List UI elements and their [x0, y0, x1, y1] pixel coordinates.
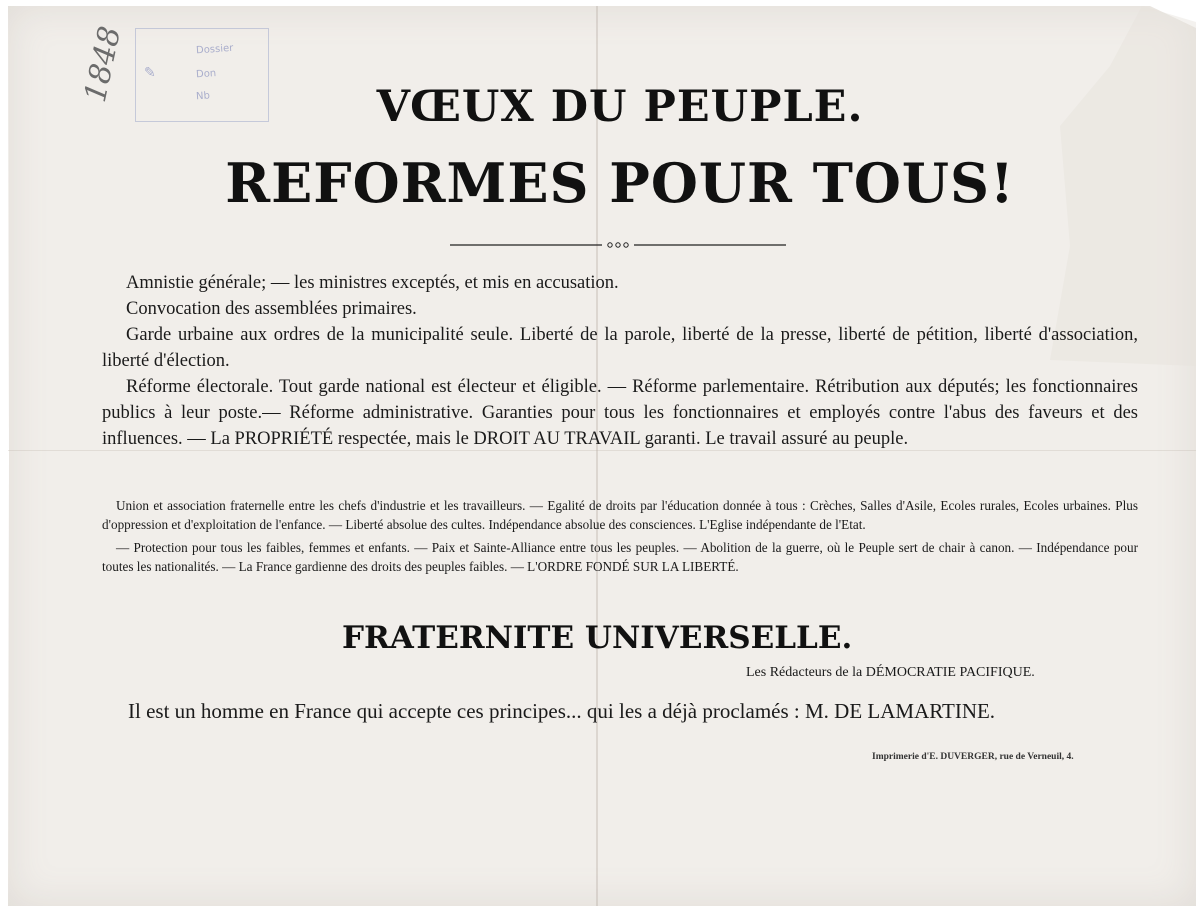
paragraph-union: Union et association fraternelle entre les chefs d'industrie et les travailleurs. — Egalité de droits par l'éducation donnée à tous : Crèches, Salles d'Asile, Ecoles rurales, Ecoles urbaines. Plus d'oppression et d'exploitation de l'enfance. — Liberté absolue des cultes. Indépendance absolue des consciences. L'Eglise indépendante de l'Etat. [102, 498, 1138, 532]
signature-line: Les Rédacteurs de la DÉMOCRATIE PACIFIQUE. [746, 665, 1035, 680]
title-line-2: REFORMES POUR TOUS! [225, 151, 1015, 215]
fold-line-vertical [596, 6, 598, 906]
stamp-line: Don [195, 68, 217, 81]
fraternite-heading: FRATERNITE UNIVERSELLE. [342, 620, 853, 656]
ornamental-rule [450, 241, 786, 249]
main-text-large [102, 270, 1138, 452]
closing-line: Il est un homme en France qui accepte ces principes... qui les a déjà proclamés : M. DE LAMARTINE. [128, 699, 996, 723]
title-line-1: VŒUX DU PEUPLE. [376, 82, 864, 132]
paragraph-protection: — Protection pour tous les faibles, femmes et enfants. — Paix et Sainte-Alliance entre tous les peuples. — Abolition de la guerre, où le Peuple sert de chair à canon. — Indépendance pour toutes les nationalités. — La France gardienne des droits des peuples faibles. — L'ORDRE FONDÉ SUR LA LIBERTÉ. [102, 540, 1138, 574]
main-text-small [102, 496, 1138, 576]
stamp-line: Dossier [195, 42, 234, 57]
handwritten-number: 1848 [78, 23, 129, 106]
paragraph-amnistie: Amnistie générale; — les ministres exceptés, et mis en accusation. [126, 273, 619, 293]
paragraph-reforme-electorale: Réforme électorale. Tout garde national est électeur et éligible. — Réforme parlementaire. Rétribution aux députés; les fonctionnaires publics à leur poste.— Réforme administrative. Garanties pour tous les fonctionnaires et employés contre l'abus des faveurs et des influences. — La PROPRIÉTÉ respectée, mais le DROIT AU TRAVAIL garanti. Le travail assuré au peuple. [102, 377, 1138, 449]
stamp-date: ✎ [144, 65, 156, 81]
stamp-line: Nb [195, 90, 211, 103]
paragraph-garde-urbaine: Garde urbaine aux ordres de la municipalité seule. Liberté de la parole, liberté de la presse, liberté de pétition, liberté d'association, liberté d'élection. [102, 325, 1138, 371]
printer-imprint: Imprimerie d'E. DUVERGER, rue de Verneuil, 4. [872, 752, 1074, 762]
poster-sheet [8, 6, 1196, 906]
paragraph-convocation: Convocation des assemblées primaires. [126, 299, 417, 319]
